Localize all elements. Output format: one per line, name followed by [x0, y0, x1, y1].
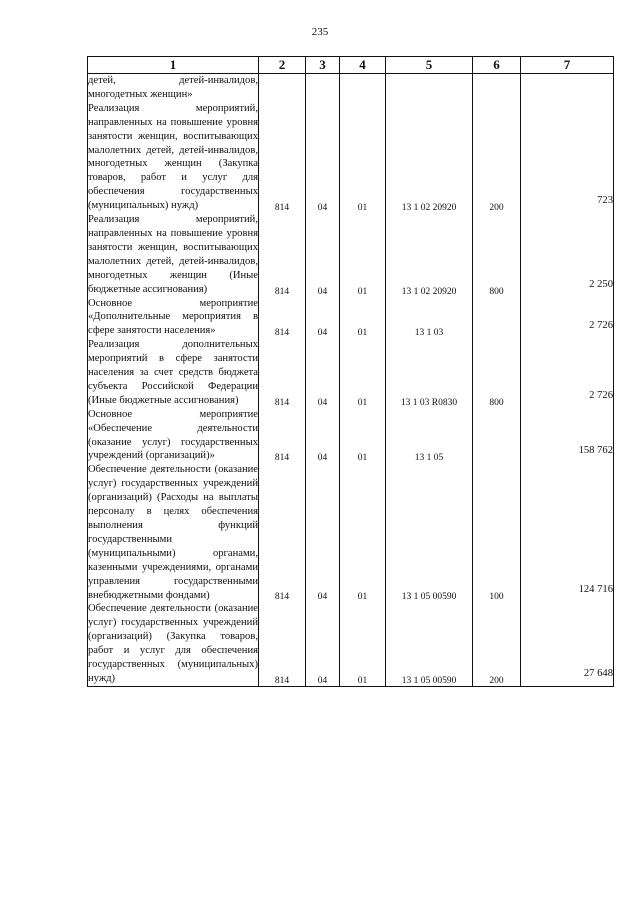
target-article-code: 13 1 05 00590 — [386, 602, 473, 686]
target-article-code: 13 1 02 20920 — [386, 102, 473, 213]
subsection-code: 01 — [340, 408, 386, 464]
section-code: 04 — [306, 338, 340, 408]
target-article-code: 13 1 05 — [386, 408, 473, 464]
amount-value: 723 — [597, 195, 613, 207]
amount-value: 2 726 — [589, 320, 613, 332]
expense-type-code — [473, 408, 521, 464]
admin-code: 814 — [259, 463, 306, 602]
target-article-code: 13 1 03 — [386, 297, 473, 339]
amount-value: 124 716 — [578, 584, 613, 596]
row-description: Основное мероприятие «Обеспечение деятельности (оказание услуг) государственных учреждений (организаций)» — [88, 408, 258, 462]
column-header: 7 — [521, 57, 614, 74]
column-header: 1 — [88, 57, 259, 74]
row-description: Обеспечение деятельности (оказание услуг) государственных учреждений (организаций) (Расходы на выплаты персоналу в целях обеспечения выполнения функций государственными (муниципальными) органами, казенными учреждениями, органами управления государственными внебюджетными фондами) — [88, 464, 258, 601]
expense-type-code: 800 — [473, 213, 521, 296]
subsection-code: 01 — [340, 463, 386, 602]
column-header: 4 — [340, 57, 386, 74]
table-row — [88, 338, 614, 408]
section-code: 04 — [306, 463, 340, 602]
admin-code: 814 — [259, 213, 306, 296]
table-row — [88, 602, 614, 686]
table-row — [88, 297, 614, 339]
row-description: Основное мероприятие «Дополнительные мероприятия в сфере занятости населения» — [88, 297, 258, 337]
budget-table — [87, 56, 614, 687]
amount-value: 2 726 — [589, 389, 613, 401]
table-row — [88, 74, 614, 102]
table-row — [88, 408, 614, 464]
section-code: 04 — [306, 297, 340, 339]
admin-code: 814 — [259, 408, 306, 464]
expense-type-code — [473, 297, 521, 339]
row-description: Обеспечение деятельности (оказание услуг) государственных учреждений (организаций) (Закупка товаров, работ и услуг для обеспечения государственных (муниципальных) нужд) — [88, 602, 259, 686]
row-description: детей, детей-инвалидов, многодетных женщин» — [88, 75, 258, 100]
target-article-code — [386, 74, 473, 102]
amount-value: 27 648 — [583, 667, 613, 679]
section-code: 04 — [306, 102, 340, 213]
subsection-code: 01 — [340, 602, 386, 686]
column-header: 6 — [473, 57, 521, 74]
admin-code: 814 — [259, 102, 306, 213]
section-code — [306, 74, 340, 102]
section-code: 04 — [306, 602, 340, 686]
admin-code — [259, 74, 306, 102]
page-number: 235 — [311, 26, 329, 38]
subsection-code — [340, 74, 386, 102]
subsection-code: 01 — [340, 338, 386, 408]
table-row — [88, 213, 614, 296]
target-article-code: 13 1 03 R0830 — [386, 338, 473, 408]
column-header: 3 — [306, 57, 340, 74]
amount-value: 158 762 — [578, 445, 613, 457]
subsection-code: 01 — [340, 102, 386, 213]
target-article-code: 13 1 02 20920 — [386, 213, 473, 296]
expense-type-code: 200 — [473, 602, 521, 686]
expense-type-code — [473, 74, 521, 102]
row-description: Реализация мероприятий, направленных на повышение уровня занятости женщин, воспитывающих малолетних детей, детей-инвалидов, многодетных женщин (Закупка товаров, работ и услуг для обеспечения государственных (муниципальных) нужд) — [88, 102, 258, 212]
section-code: 04 — [306, 408, 340, 464]
table-row — [88, 102, 614, 213]
admin-code: 814 — [259, 297, 306, 339]
row-description: Реализация мероприятий, направленных на повышение уровня занятости женщин, воспитывающих малолетних детей, детей-инвалидов, многодетных женщин (Иные бюджетные ассигнования) — [88, 214, 258, 295]
row-description: Реализация дополнительных мероприятий в сфере занятости населения за счет средств бюджета субъекта Российской Федерации (Иные бюджетные ассигнования) — [88, 339, 258, 406]
subsection-code: 01 — [340, 297, 386, 339]
table-row — [88, 463, 614, 602]
subsection-code: 01 — [340, 213, 386, 296]
admin-code: 814 — [259, 338, 306, 408]
column-header: 5 — [386, 57, 473, 74]
table-header-row — [88, 57, 614, 74]
expense-type-code: 200 — [473, 102, 521, 213]
expense-type-code: 800 — [473, 338, 521, 408]
expense-type-code: 100 — [473, 463, 521, 602]
target-article-code: 13 1 05 00590 — [386, 463, 473, 602]
admin-code: 814 — [259, 602, 306, 686]
section-code: 04 — [306, 213, 340, 296]
amount-value: 2 250 — [589, 278, 613, 290]
column-header: 2 — [259, 57, 306, 74]
